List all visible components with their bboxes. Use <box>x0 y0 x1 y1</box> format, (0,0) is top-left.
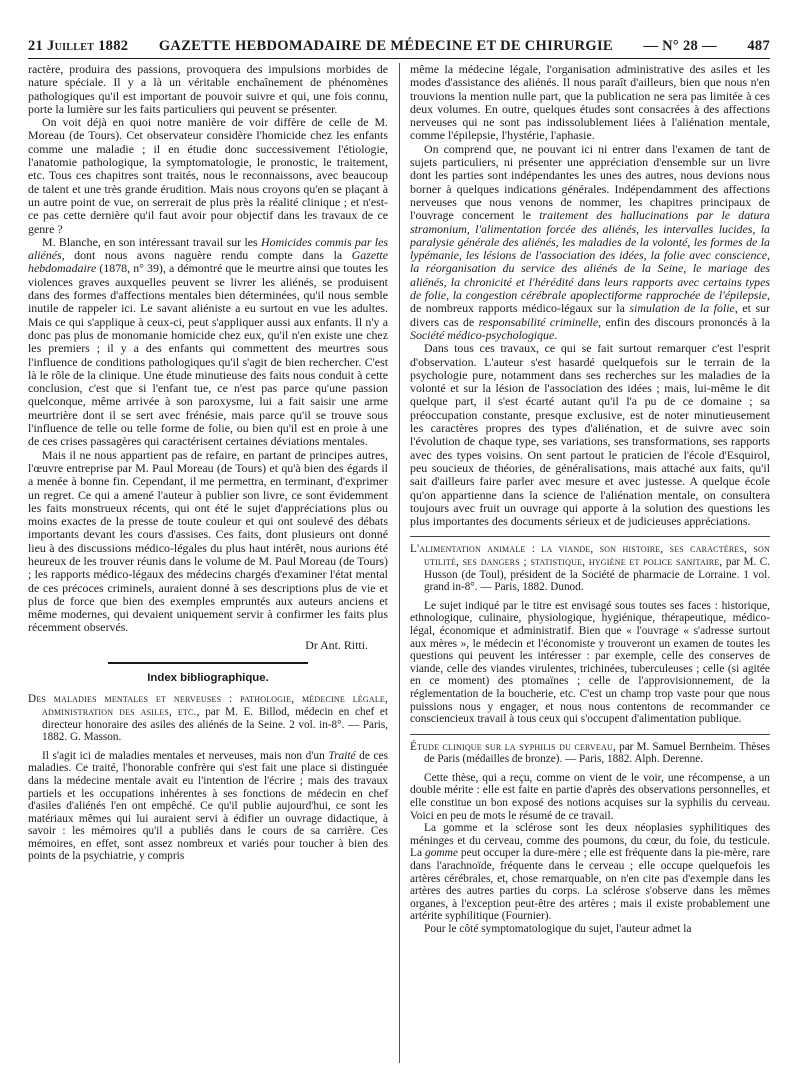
section-rule <box>108 662 308 664</box>
text-run: , enfin des discours prononcés à la <box>598 314 770 329</box>
italic-run: simulation de la folie <box>629 301 735 316</box>
entry-separator <box>410 734 770 735</box>
left-column <box>28 63 388 1063</box>
bibliography-entry <box>410 741 770 766</box>
signature: Dr Ant. Ritti. <box>305 637 368 652</box>
paragraph: Dans tous ces travaux, ce qui se fait surtout remarquer c'est l'esprit d'observation. L'auteur s'est hasardé quelquefois sur le terrain de la psychologie pure, notamment dans ses recherches sur les maladies de la volonté et sur la lésion de l'association des idées ; mais, lui-même le dit quelque part, il s'est écarté autant qu'il l'a pu de ce domaine ; sa préoccupation constante, presque exclusive, est de noter minutieusement les caractères propres des types d'aliénation, et de suivre avec soin l'évolution de chaque type, ses variations, ses transformations, ses rapports avec des types voisins. On sent partout le praticien de l'école d'Esquirol, peu soucieux de théories, de généralisations, mais attaché aux faits, qu'il sait d'ailleurs faire parler avec mesure et avec justesse. A quelque école qu'on appartienne dans la science de l'aliénation mentale, on consultera toujours avec fruit un ouvrage qui apporte à la solution des questions les plus importantes des documents sérieux et de judicieuses appréciations. <box>410 341 770 529</box>
entry-separator <box>410 536 770 537</box>
italic-word: gomme <box>425 847 458 860</box>
issue-number: — N° 28 — <box>643 38 717 54</box>
paragraph <box>410 822 770 923</box>
paragraph <box>28 236 388 449</box>
text-run: La gomme et la sclérose sont les deux néoplasies syphilitiques des méninges et du cerveau, comme des poumons, du cœur, du foie, du testicule. La <box>410 822 770 860</box>
paragraph <box>28 750 388 863</box>
entry-details: par M. C. Husson (de Toul), président de la Société de pharmacie de Lorraine. 1 vol. grand in-8°. — Paris, 1882. Dunod. <box>424 555 770 594</box>
text-run: , et sur divers cas de <box>410 301 770 329</box>
text-run: M. Blanche, en son intéressant travail sur les <box>42 234 262 249</box>
paragraph: Cette thèse, qui a reçu, comme on vient de le voir, une récompense, a un double mérite : elle est faite en partie d'après des observations personnelles, et elle constitue un bon exposé des notions acquises sur la syphilis du cerveau. Voici en peu de mots le résumé de ce travail. <box>410 771 770 822</box>
text-run: Il s'agit ici de maladies mentales et nerveuses, mais non d'un <box>42 749 329 762</box>
italic-run: Société médico-psychologique <box>410 327 555 342</box>
journal-title: GAZETTE HEBDOMADAIRE DE MÉDECINE ET DE CHIRURGIE <box>158 38 613 54</box>
paragraph: ractère, produira des passions, provoquera des impulsions morbides de nature spéciale. Il y a là un véritable enchaînement de phénomènes pathologiques qu'il est important de pouvoir suivre et qui, une fois connu, porte la lumière sur les faits particuliers qui peuvent se présenter. <box>28 62 388 116</box>
text-run: , de nombreux rapports médico-légaux sur la <box>410 288 770 316</box>
two-column-body <box>28 63 770 1063</box>
column-divider <box>399 63 400 1063</box>
right-column <box>410 63 770 1063</box>
entry-title: Étude clinique sur la syphilis du cerveau, <box>410 740 616 753</box>
bibliography-entry <box>410 543 770 593</box>
section-title: Index bibliographique. <box>147 672 269 685</box>
paragraph: même la médecine légale, l'organisation administrative des asiles et les modes d'assistance des aliénés. Il nous paraît d'ailleurs, bien que nous n'en trouvions la mention nulle part, que la publication ne sera pas limitée à ces deux volumes. En outre, quelques études sont consacrées à des affections nerveuses qui ne sont pas indissolublement liées à l'aliénation mentale, comme l'épilepsie, l'hystérie, l'aphasie. <box>410 62 770 143</box>
paragraph <box>410 143 770 342</box>
paragraph: Pour le côté symptomatologique du sujet, l'auteur admet la <box>424 923 692 936</box>
text-run: . <box>554 327 558 342</box>
italic-title: Gazette hebdomadaire <box>28 248 388 276</box>
running-header <box>28 38 770 59</box>
paragraph: On voit déjà en quoi notre manière de voir diffère de celle de M. Moreau (de Tours). Cet observateur considère l'homicide chez les enfants comme une maladie ; il en étudie donc successivement l'étiologie, l'anatomie pathologique, la symptomatologie, le pronostic, le traitement, etc. Tous ces chapitres sont traités, nous le reconnaissons, avec beaucoup de talent et une très grande érudition. Mais nous croyons qu'en se plaçant à un autre point de vue, on serrerait de plus près la réalité clinique ; et n'est-ce pas cette dernière qu'il faut avoir pour objectif dans les travaux de ce genre ? <box>28 115 388 236</box>
entry-details: par M. Samuel Bernheim. Thèses de Paris (médailles de bronze). — Paris, 1882. Alph. Derenne. <box>424 740 770 766</box>
italic-run: responsabilité criminelle <box>478 314 599 329</box>
text-run: On comprend que, ne pouvant ici ni entrer dans l'examen de tant de sujets particuliers, ni présenter une appréciation d'ensemble sur un livre dont les parties sont indépendantes les unes des autres, nous devions nous borner à quelques indications générales. Indépendamment des affections nerveuses que nous venons de nommer, les chapitres principaux de l'ouvrage concernent le <box>410 141 770 223</box>
paragraph: Le sujet indiqué par le titre est envisagé sous toutes ses faces : historique, ethnologique, culinaire, physiologique, hygiénique, thérapeutique, médico-légal, économique et administratif. Bien que « l'ouvrage « s'adresse surtout aux mères », le médecin et l'économiste y trouveront un examen de toutes les questions qui peuvent les intéresser : par exemple, celle des conserves de viande, celle des viandes virulentes, trichinées, tuberculeuses ; celle (si agitée en ce moment) des ptomaïnes ; celle de l'approvisionnement, de la réglementation de la boucherie, etc. C'est un champ trop vaste pour que nous puissions nous y engager, et nous nous contentons de recommander ce consciencieux travail à tous ceux qui s'occupent d'alimentation publique. <box>410 599 770 726</box>
text-run: , dont nous avons naguère rendu compte dans la <box>61 248 352 263</box>
text-run: (1878, n° 39), a démontré que le meurtre ainsi que toutes les violences graves auxquelles peuvent se livrer les aliénés, se produisent dans des formes d'affections mentales bien déterminées, qu'il nous semble inutile de rappeler ici. Le savant aliéniste a eu surtout en vue les adultes. Mais ce qui s'applique à ceux-ci, peut s'appliquer aussi aux enfants. Il n'y a donc pas plus de monomanie homicide chez eux, qu'il n'en existe une chez les premiers ; il y a des enfants qui commettent des meurtres sous l'influence de conditions pathologiques qu'il s'agit de bien rechercher. C'est là le rôle de la clinique. Une étude minutieuse des faits nous conduit à cette conclusion, c'est que si l'enfant tue, ce n'est pas parce qu'une passion quelconque, même arrivée à son paroxysme, lui a fait saisir une arme meurtrière dont il se sert avec frénésie, mais parce qu'il se trouve sous l'influence de telle ou telle forme de folie, ou bien qu'il est en proie à une de ces crises passagères qui caractérisent certaines déviations mentales. <box>28 261 388 449</box>
italic-run: traitement des hallucinations par le datura stramonium, l'alimentation forcée des aliénés, les intervalles lucides, la paralysie générale des aliénés, les maladies de la volonté, les formes de la lypémanie, les lésions de l'association des idées, la folie avec conscience, la réorganisation du service des aliénés de la Seine, le mariage des aliénés, la chronicité et l'hérédité dans leurs rapports avec certains types de folie, la congestion cérébrale apoplectiforme rapprochée de l'épilepsie <box>410 208 770 303</box>
text-run: peut occuper la dure-mère ; elle est fréquente dans la pie-mère, rare dans l'arachnoïde, fréquente dans le cerveau ; elle occupe quelquefois les artères cérébrales, et, chose remarquable, on n'en cite pas d'exemple dans les artères des autres parties du corps. La sclérose s'observe dans les mêmes organes, à l'exception peut-être des artères ; mais il existe probablement une artérite syphilitique (Fournier). <box>410 847 770 923</box>
entry-title: L'alimentation animale : la viande, son histoire, ses caractères, son utilité, ses dangers ; statistique, hygiène et police sanitaire, <box>410 543 770 568</box>
entry-details: par M. E. Billod, médecin en chef et directeur honoraire des asiles des aliénés de la Seine. 2 vol. in-8°. — Paris, 1882. G. Masson. <box>42 705 388 744</box>
text-run: de ces maladies. Ce traité, l'honorable confrère qui s'est fait une place si distinguée dans la médecine mentale avait eu l'intention de l'écrire ; mais des travaux partiels et les occupations inhérentes à ses fonctions de médecin en chef d'asiles d'aliénés l'en ont empêché. Ce qu'il publie aujourd'hui, ce sont les matériaux mêmes qui lui auraient servi à édifier un ouvrage didactique, à savoir : les mémoires qu'il a publiés dans le cours de sa carrière. Ces mémoires, en effet, sont assez nombreux et variés pour toucher à bien des points de la psychiatrie, y compris <box>28 749 388 863</box>
page-number: 487 <box>747 38 770 54</box>
entry-title: Des maladies mentales et nerveuses : pathologie, médecine légale, administration des asiles, etc., <box>28 693 388 718</box>
italic-word: Traité <box>328 749 356 762</box>
italic-title: Homicides commis par les aliénés <box>28 234 389 263</box>
bibliography-entry <box>28 693 388 743</box>
header-date: 21 Juillet 1882 <box>28 38 129 54</box>
paragraph: Mais il ne nous appartient pas de refaire, en partant de principes autres, l'œuvre entreprise par M. Paul Moreau (de Tours) et qu'à bien des égards il a menée à bonne fin. Cependant, il me permettra, en terminant, d'exprimer un regret. Ce qui a amené l'auteur à publier son livre, ce sont évidemment les faits monstrueux récents, qui ont été le sujet d'appréciations plus ou moins exactes de la presse de toute couleur et qui ont soulevé des débats importants devant les cours d'assises. Ces faits, dont plusieurs ont donné lieu à des discussions médico-légales du plus haut intérêt, nous aurions été heureux de les trouver réunis dans le volume de M. Paul Moreau (de Tours) ; les rapports médico-légaux des médecins chargés d'examiner l'état mental de ces précoces criminels, auraient donné à ses descriptions plus de vie et plus de force que bien des exemples empruntés aux auteurs anciens et même modernes, qui devaient uniquement servir à confirmer les faits plus récemment observés. <box>28 447 388 635</box>
